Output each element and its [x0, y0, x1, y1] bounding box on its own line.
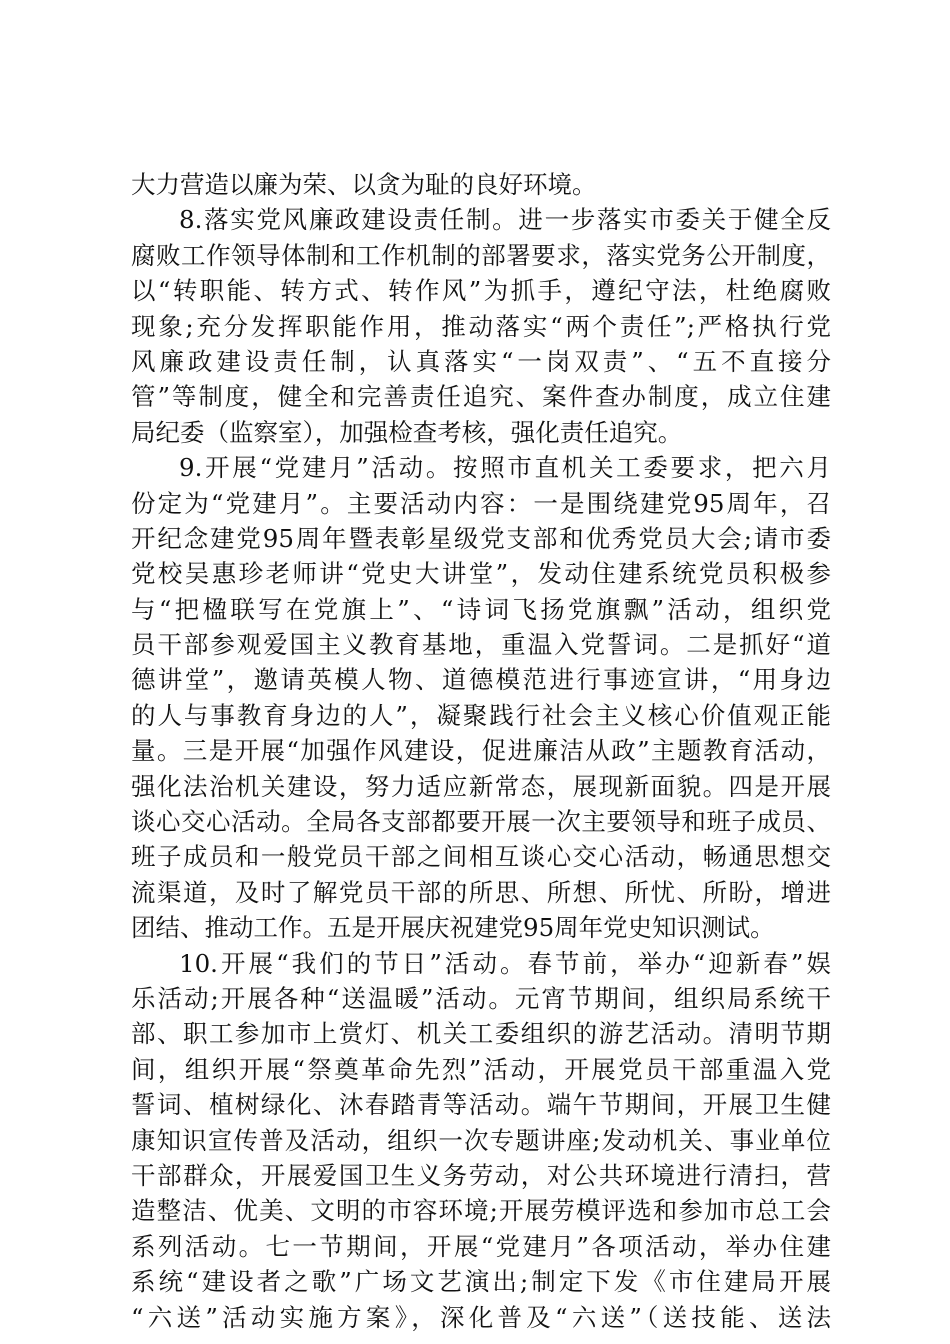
text-line: 的人与事教育身边的人”，凝聚践行社会主义核心价值观正能 [131, 700, 831, 730]
text-line: 开纪念建党95周年暨表彰星级党支部和优秀党员大会;请市委 [131, 523, 831, 553]
text-line: 量。三是开展“加强作风建设，促进廉洁从政”主题教育活动， [131, 736, 831, 766]
text-line: 乐活动;开展各种“送温暖”活动。元宵节期间，组织局系统干 [131, 983, 831, 1013]
text-line: 党校吴惠珍老师讲“党史大讲堂”，发动住建系统党员积极参 [131, 559, 831, 589]
text-line: 以“转职能、转方式、转作风”为抓手，遵纪守法，杜绝腐败 [131, 276, 831, 306]
text-line: 间，组织开展“祭奠革命先烈”活动，开展党员干部重温入党 [131, 1054, 831, 1084]
text-line: 部、职工参加市上赏灯、机关工委组织的游艺活动。清明节期 [131, 1019, 831, 1049]
text-line: 系列活动。七一节期间，开展“党建月”各项活动，举办住建 [131, 1231, 831, 1261]
text-line: 造整洁、优美、文明的市容环境;开展劳模评选和参加市总工会 [131, 1196, 831, 1226]
text-line: 班子成员和一般党员干部之间相互谈心交心活动，畅通思想交 [131, 842, 831, 872]
text-line: 与“把楹联写在党旗上”、“诗词飞扬党旗飘”活动，组织党 [131, 594, 831, 624]
text-line: 康知识宣传普及活动，组织一次专题讲座;发动机关、事业单位 [131, 1125, 831, 1155]
text-line: 腐败工作领导体制和工作机制的部署要求，落实党务公开制度， [131, 240, 831, 270]
text-line: 9.开展“党建月”活动。按照市直机关工委要求，把六月 [179, 453, 831, 483]
text-line: 风廉政建设责任制，认真落实“一岗双责”、“五不直接分 [131, 346, 831, 376]
text-line: 流渠道，及时了解党员干部的所思、所想、所忧、所盼，增进 [131, 877, 831, 907]
text-line: 谈心交心活动。全局各支部都要开展一次主要领导和班子成员、 [131, 807, 831, 837]
text-line: 份定为“党建月”。主要活动内容：一是围绕建党95周年，召 [131, 488, 831, 518]
document-body [131, 167, 831, 1335]
text-line: 誓词、植树绿化、沐春踏青等活动。端午节期间，开展卫生健 [131, 1090, 831, 1120]
text-line: 管”等制度，健全和完善责任追究、案件查办制度，成立住建 [131, 382, 831, 412]
text-line: 10.开展“我们的节日”活动。春节前，举办“迎新春”娱 [179, 948, 831, 978]
text-line: 干部群众，开展爱国卫生义务劳动，对公共环境进行清扫，营 [131, 1160, 831, 1190]
text-line: 现象;充分发挥职能作用，推动落实“两个责任”;严格执行党 [131, 311, 831, 341]
text-line: “六送”活动实施方案》，深化普及“六送”（送技能、送法 [131, 1302, 831, 1332]
text-line: 系统“建设者之歌”广场文艺演出;制定下发《市住建局开展 [131, 1267, 831, 1297]
text-line: 员干部参观爱国主义教育基地，重温入党誓词。二是抓好“道 [131, 630, 831, 660]
text-line: 8.落实党风廉政建设责任制。进一步落实市委关于健全反 [179, 205, 831, 235]
text-line: 团结、推动工作。五是开展庆祝建党95周年党史知识测试。 [131, 913, 775, 943]
text-line: 局纪委（监察室），加强检查考核，强化责任追究。 [131, 417, 683, 447]
text-line: 强化法治机关建设，努力适应新常态，展现新面貌。四是开展 [131, 771, 831, 801]
text-line: 大力营造以廉为荣、以贪为耻的良好环境。 [131, 170, 597, 199]
text-line: 德讲堂”，邀请英模人物、道德模范进行事迹宣讲，“用身边 [131, 665, 831, 695]
